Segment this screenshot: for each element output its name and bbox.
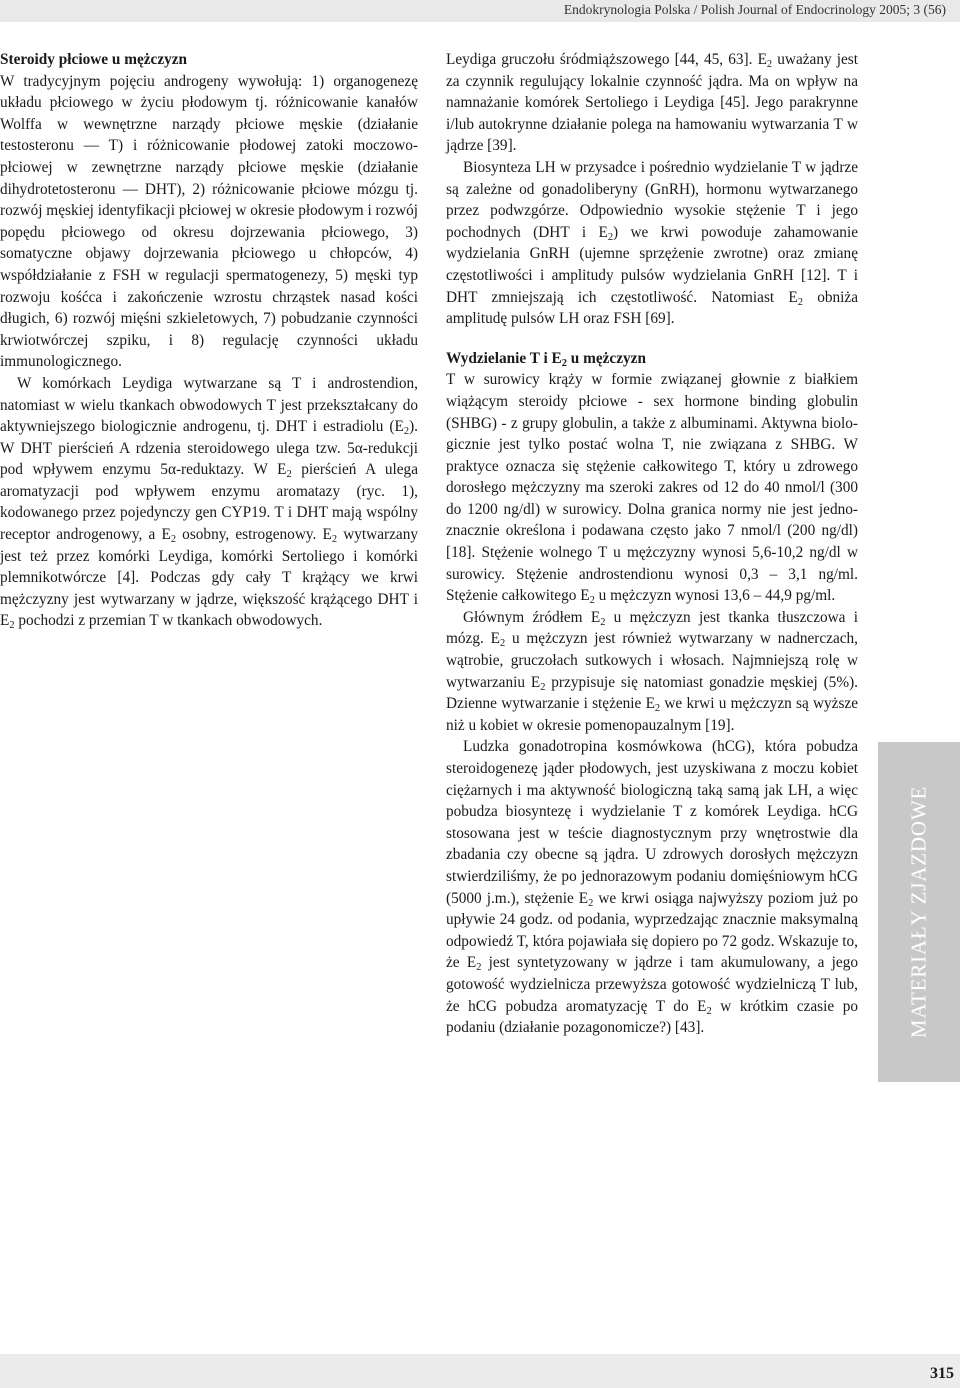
left-column — [0, 49, 418, 632]
paragraph-leydig-cells: W komórkach Leydiga wytwarzane są T i androstendion, natomiast w wielu tkankach obwodowych T jest przekształcany do aktywniejszego biologicznie androgenu, tj. DHT i estradiolu $(E_2)$. W DHT pierścień A rdzenia steroidowego ulega tzw. 5α-redukcji pod wpływem enzymu 5α-reduktazy. W $E_2$ pierścień A ulega aromatyzacji pod wpływem enzymu aromatazy (ryc. 1), kodowanego przez pojedynczy gen CYP19. T i DHT mają wspólny receptor androgenowy, a $E_2$ osobny, estrogenowy. $E_2$ wytwarzany jest też przez komórki Leydiga, komórki Sertoliego i komórki plemnikotwórcze [4]. Podczas gdy cały T krążący we krwi mężczyzny jest wytwarzany w jądrze, większość krążącego DHT i $E_2$ pochodzi z przemian T w tkankach obwodowych. — [0, 374, 418, 632]
footer-bar — [0, 1354, 960, 1388]
section-heading-secretion: Wydzielanie T i $E_2$ u mężczyzn — [446, 349, 646, 369]
right-column — [446, 49, 858, 1039]
sidebar-label: MATERIAŁY ZJAZDOWE — [906, 785, 931, 1039]
paragraph-hcg: Ludzka gonadotropina kosmówkowa (hCG), która pobudza steroidogenezę jąder płodowych, jest uzyskiwana z moczu kobiet ciężarnych i ma aktywność biologiczną taką samą jak LH, a więc pobudza biosyntezę i wydzielanie T z komórek Leydiga. hCG stosowana jest w teście diagnostycznym przy wnętrostwie dla zbadania czy obecne są jądra. U zdrowych dorosłych mężczyzn stwierdziliśmy, że po jednorazowym podaniu domięśniowym hCG (5000 j.m.), stężenie $E_2$ we krwi osiąga najwyższy poziom już po upływie 24 godz. od podania, wyprzedzając znacznie maksymalną odpowiedź T, która pojawiała się dopiero po 72 godz. Wskazuje to, że $E_2$ jest syntetyzowany w jądrze i tam akumulowany, a jego gotowość wydzielnicza przewyższa gotowość wydzielniczą T lub, że hCG pobudza aromatyzację T do $E_2$ w krótkim czasie po podaniu (działanie pozagonomicze?) [43]. — [446, 738, 859, 1037]
paragraph-shbg: T w surowicy krąży w formie związanej głownie z białkiem wiążącym steroidy płciowe - sex hormone binding globulin (SHBG) - z grupy globulin, a także z albuminami. Aktywna biologicznie jest tylko postać wolna T, nie związana z SHBG. W praktyce oznacza się stężenie całkowitego T, który u zdrowego dorosłego mężczyzny ma szeroki zakres od 12 do 40 nmol/l (300 do 1200 ng/dl) w surowicy. Dolna granica normy nie jest jednoznacznie określona i podawana często jako 7 nmol/l (200 ng/dl) [18]. Stężenie wolnego T u mężczyzny wynosi 5,6-10,2 ng/dl w surowicy. Stężenie androstendionu wynosi 0,3 – 3,1 ng/ml. Stężenie całkowitego $E_2$ u mężczyzn wynosi 13,6 – 44,9 pg/ml. — [446, 371, 858, 607]
journal-title: Endokrynologia Polska / Polish Journal of Endocrinology 2005; 3 (56) — [563, 2, 946, 17]
paragraph-androgen-actions: W tradycyjnym pojęciu androgeny wywołują: 1) organogenezę układu płciowego w życiu płodowym tj. różnicowanie kanałów Wolffa w wewnętrzne narządy płciowe męskie (działanie testosteronu — T) i różnicowanie płodowej zatoki moczowo-płciowej w zewnętrzne narządy płciowe męskie (działanie dihydrotetosteronu — DHT), 2) różnicowanie płciowe mózgu tj. rozwój męskiej identyfikacji płciowej w okresie płodowym i rozwój popędu płciowego od okresu dojrzewania płciowego, 3) somatyczne objawy dojrzewania płciowego u chłopców, 4) współdziałanie z FSH w regulacji spermatogenezy, 5) męski typ rozwoju kośćca i zakończenie wzrostu chrząstek nasad kości długich, 6) rozwój mięśni szkieletowych, 7) pobudzanie czynności krwiotwórczej szpiku, i 8) regulację czynności układu immunologicznego. — [0, 72, 419, 371]
paragraph-e2-sources: Głównym źródłem $E_2$ u mężczyzn jest tkanka tłuszczowa i mózg. $E_2$ u mężczyzn jest również wytwarzany w nadnerczach, wątrobie, gruczołach sutkowych i włosach. Najmniejszą rolę w wytwarzaniu $E_2$ przypisuje się natomiast gonadzie męskiej (5%). Dzienne wytwarzanie i stężenie $E_2$ we krwi u mężczyzn są wyższe niż u kobiet w okresie pomenopauzalnym [19]. — [446, 608, 858, 734]
section-sidebar-tab — [878, 742, 960, 1082]
spacer — [446, 330, 858, 348]
paragraph-lh-biosynthesis: Biosynteza LH w przysadce i pośrednio wydzielanie T w jądrze są zależne od gonadoliberyny (GnRH), hormonu wytwarzanego przez podwzgórze. Odpowiednio wysokie stężenie T i jego pochodnych (DHT i $E_2$) we krwi powoduje zahamowanie wydzielania GnRH (ujemne sprzężenie zwrotne) oraz zmianę częstotliwości i amplitudy pulsów wydzielania GnRH [12]. T i DHT zmniejszają ich częstotliwość. Natomiast $E_2$ obniża amplitudę pulsów LH oraz FSH [69]. — [446, 158, 858, 328]
section-heading-steroids: Steroidy płciowe u mężczyzn — [0, 51, 188, 68]
journal-header-bar — [0, 0, 960, 22]
page-number: 315 — [930, 1365, 954, 1382]
paragraph-e2-local-regulation: Leydiga gruczołu śródmiąższowego [44, 45, 63]. $E_2$ uważany jest za czynnik regulujący lokalnie czynność jądra. Ma on wpływ na namnażanie komórek Sertoliego i Leydiga [45]. Jego parakrynne i/lub autokrynne działanie polega na hamowaniu wytwarzania T w jądrze [39]. — [446, 51, 858, 155]
